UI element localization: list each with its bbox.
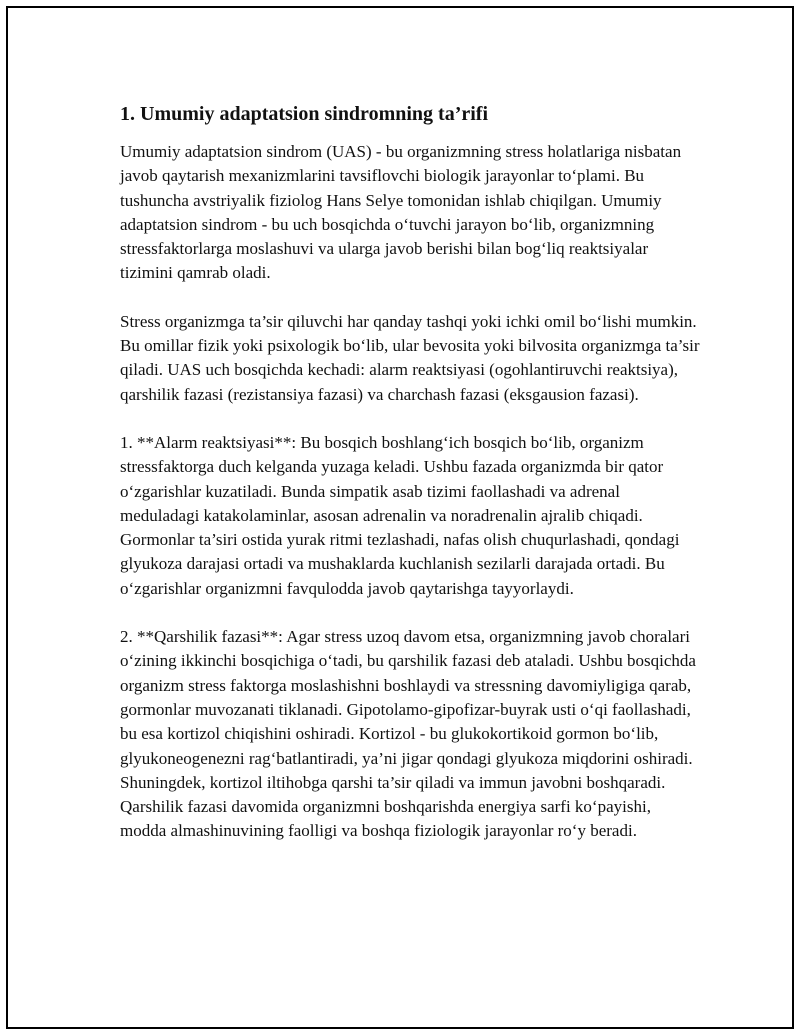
page-frame — [6, 6, 794, 1029]
paragraph-stress-factors: Stress organizmga ta’sir qiluvchi har qanday tashqi yoki ichki omil bo‘lishi mumkin. Bu omillar fizik yoki psixologik bo‘lib, ular bevosita yoki bilvosita organizmga ta’sir qiladi. UAS uch bosqichda kechadi: alarm reaktsiyasi (ogohlantiruvchi reaktsiya), qarshilik fazasi (rezistansiya fazasi) va charchash fazasi (eksgausion fazasi). — [120, 311, 700, 404]
paragraph-resistance-phase: 2. **Qarshilik fazasi**: Agar stress uzoq davom etsa, organizmning javob choralari o‘zining ikkinchi bosqichiga o‘tadi, bu qarshilik fazasi deb ataladi. Ushbu bosqichda organizm stress faktorga moslashishni boshlaydi va stressning davomiyligiga qarab, gormonlar muvozanati tiklanadi. Gipotolamo-gipofizar-buyrak usti o‘qi faollashadi, bu esa kortizol chiqishini oshiradi. Kortizol - bu glukokortikoid gormon bo‘lib, glyukoneogenezni rag‘batlantiradi, ya’ni jigar qondagi glyukoza miqdorini oshiradi. Shuningdek, kortizol iltihobga qarshi ta’sir qiladi va immun javobni boshqaradi. Qarshilik fazasi davomida organizmni boshqarishda energiya sarfi ko‘payishi, modda almashinuvining faolligi va boshqa fiziologik jarayonlar ro‘y beradi. — [120, 627, 696, 841]
document-title: 1. Umumiy adaptatsion sindromning ta’rifi — [120, 103, 489, 125]
paragraph-alarm-reaction: 1. **Alarm reaktsiyasi**: Bu bosqich boshlang‘ich bosqich bo‘lib, organizm stressfaktorga duch kelganda yuzaga keladi. Ushbu fazada organizmda bir qator o‘zgarishlar kuzatiladi. Bunda simpatik asab tizimi faollashadi va adrenal meduladagi katakolaminlar, asosan adrenalin va noradrenalin ajralib chiqadi. Gormonlar ta’siri ostida yurak ritmi tezlashadi, nafas olish chuqurlashadi, qondagi glyukoza darajasi ortadi va mushaklarda kuchlanish sezilarli darajada ortadi. Bu o‘zgarishlar organizmni favqulodda javob qaytarishga tayyorlaydi. — [120, 432, 680, 598]
paragraph-uas-definition: Umumiy adaptatsion sindrom (UAS) - bu organizmning stress holatlariga nisbatan javob qaytarish mexanizmlarini tavsiflovchi biologik jarayonlar to‘plami. Bu tushuncha avstriyalik fiziolog Hans Selye tomonidan ishlab chiqilgan. Umumiy adaptatsion sindrom - bu uch bosqichda o‘tuvchi jarayon bo‘lib, organizmning stressfaktorlarga moslashuvi va ularga javob berishi bilan bog‘liq reaktsiyalar tizimini qamrab oladi. — [120, 142, 682, 283]
document-body — [120, 100, 700, 868]
